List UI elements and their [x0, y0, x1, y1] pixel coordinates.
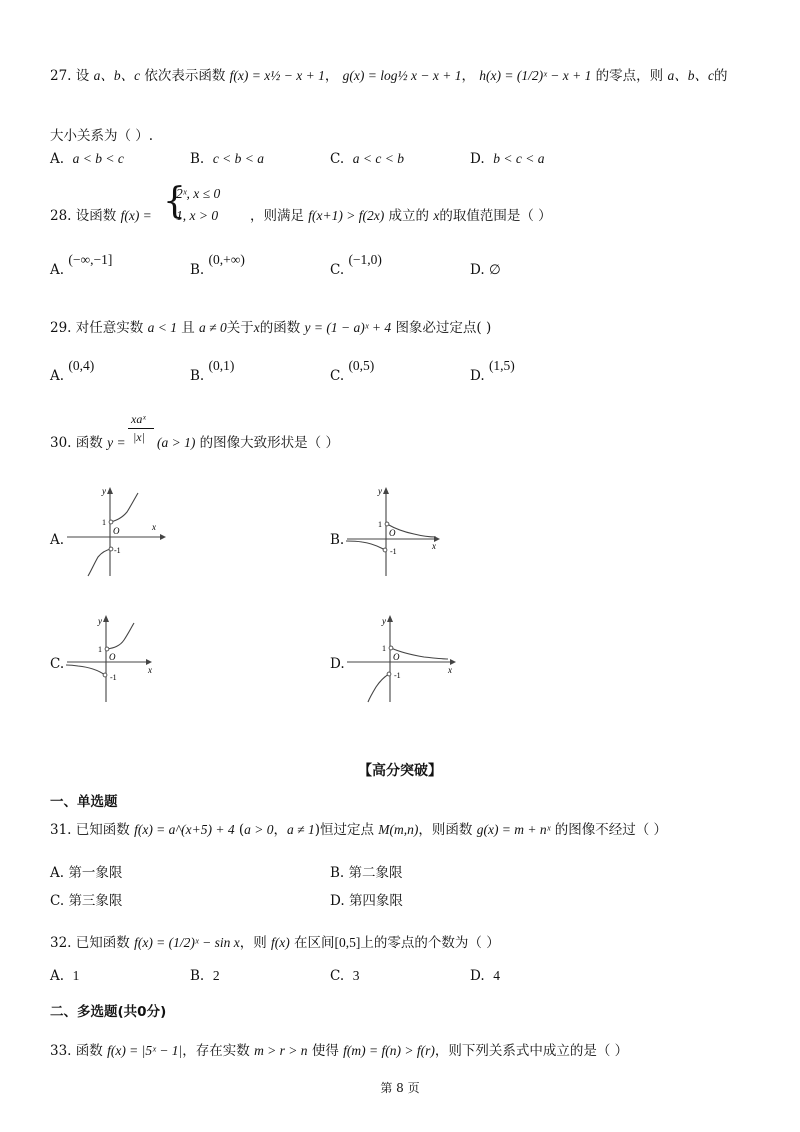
tick-neg1: -1	[390, 547, 397, 556]
origin-label: O	[113, 526, 120, 536]
option-a: A. a < b < c	[50, 151, 124, 167]
option-a: A. (−∞,−1]	[50, 252, 113, 278]
graph-b	[342, 484, 452, 579]
option-a: A. 1	[50, 968, 80, 984]
option-d: D. ∅	[470, 262, 501, 278]
curve-right	[107, 623, 134, 649]
curve-left	[346, 541, 385, 550]
option-b: B. (0,1)	[190, 358, 235, 384]
open-point	[105, 647, 109, 651]
option-b: B. 第二象限	[330, 865, 403, 881]
piece-1: 2ˣ, x ≤ 0	[176, 186, 221, 201]
x-label: x	[152, 522, 156, 532]
tick-1: 1	[102, 518, 106, 527]
option-b: B. (0,+∞)	[190, 252, 245, 278]
q30-line1: 30. 函数 y =	[50, 435, 126, 451]
tick-1: 1	[378, 520, 382, 529]
x-label: x	[448, 665, 452, 675]
section-title: 【高分突破】	[358, 763, 442, 779]
curve-left	[66, 665, 105, 675]
y-label: y	[102, 486, 106, 496]
option-c: C. 3	[330, 968, 360, 984]
x-label: x	[432, 541, 436, 551]
option-d: D. b < c < a	[470, 151, 545, 167]
curve-right	[391, 648, 448, 659]
y-label: y	[382, 616, 386, 626]
section-multi-choice: 二、多选题(共0分)	[50, 1004, 167, 1020]
open-point	[387, 672, 391, 676]
origin-label: O	[393, 652, 400, 662]
graph-c	[62, 612, 172, 707]
y-label: y	[98, 616, 102, 626]
question-number: 28.	[50, 208, 72, 224]
function-h: h(x) = (1/2)ˣ − x + 1	[479, 68, 592, 83]
option-b: B. 2	[190, 968, 220, 984]
fraction-numerator: xaˣ	[131, 412, 146, 426]
option-c: C. (−1,0)	[330, 252, 382, 278]
option-c: C. 第三象限	[50, 893, 123, 909]
function-f: f(x) = x½ − x + 1	[229, 68, 325, 83]
fraction-denominator: |x|	[133, 430, 145, 444]
option-a: A. 第一象限	[50, 865, 123, 881]
origin-label: O	[109, 652, 116, 662]
q27-line1: 27. 设 a、b、c 依次表示函数 f(x) = x½ − x + 1， g(x) = log½ x − x + 1， h(x) = (1/2)ˣ − x + 1 的零点，则 a、b、c的	[50, 68, 728, 84]
x-axis-arrow-icon	[160, 534, 166, 540]
curve-left	[368, 674, 389, 702]
piece-2: 1, x > 0	[176, 208, 219, 223]
option-b: B. c < b < a	[190, 151, 265, 167]
graph-a-label: A.	[50, 532, 65, 548]
curve-left	[88, 549, 111, 576]
question-number: 32.	[50, 935, 72, 951]
q29-line1: 29. 对任意实数 a < 1 且 a ≠ 0关于x的函数 y = (1 − a)ˣ + 4 图象必过定点( )	[50, 320, 492, 336]
graph-b-label: B.	[330, 532, 345, 548]
option-c: C. a < c < b	[330, 151, 404, 167]
graph-d	[342, 612, 462, 707]
brace-icon: {	[163, 181, 186, 222]
y-axis-arrow-icon	[107, 487, 113, 494]
tick-1: 1	[98, 645, 102, 654]
open-point	[389, 646, 393, 650]
graph-a	[62, 484, 172, 579]
question-number: 31.	[50, 822, 72, 838]
q31-line1: 31. 已知函数 f(x) = a^(x+5) + 4 (a > 0，a ≠ 1)恒过定点 M(m,n)，则函数 g(x) = m + nˣ 的图像不经过（ ）	[50, 822, 668, 838]
q33-line1: 33. 函数 f(x) = |5ˣ − 1|，存在实数 m > r > n 使得 f(m) = f(n) > f(r)，则下列关系式中成立的是（ ）	[50, 1043, 629, 1059]
tick-neg1: -1	[110, 673, 117, 682]
option-d: D. 第四象限	[330, 893, 403, 909]
option-d: D. (1,5)	[470, 358, 515, 384]
tick-neg1: -1	[394, 671, 401, 680]
option-d: D. 4	[470, 968, 500, 984]
q30-line1-rest: (a > 1) 的图像大致形状是（ ）	[157, 435, 339, 451]
var-abc: a、b、c	[93, 68, 141, 83]
y-label: y	[378, 486, 382, 496]
tick-neg1: -1	[114, 546, 121, 555]
option-c: C. (0,5)	[330, 358, 375, 384]
y-axis-arrow-icon	[387, 615, 393, 622]
x-label: x	[148, 665, 152, 675]
option-a: A. (0,4)	[50, 358, 95, 384]
graph-d-label: D.	[330, 656, 345, 672]
graph-c-label: C.	[50, 656, 65, 672]
tick-1: 1	[382, 644, 386, 653]
fraction-bar	[128, 428, 154, 429]
curve-right	[111, 493, 138, 522]
y-axis-arrow-icon	[103, 615, 109, 622]
open-point	[109, 547, 113, 551]
q28-line1-rest: ，则满足 f(x+1) > f(2x) 成立的 x的取值范围是（ ）	[250, 208, 552, 224]
page-number: 第 8 页	[380, 1081, 420, 1095]
open-point	[103, 673, 107, 677]
question-number: 27.	[50, 68, 72, 84]
open-point	[109, 520, 113, 524]
origin-label: O	[389, 528, 396, 538]
question-number: 29.	[50, 320, 72, 336]
y-axis-arrow-icon	[383, 487, 389, 494]
question-number: 30.	[50, 435, 72, 451]
function-g: g(x) = log½ x − x + 1	[342, 68, 462, 83]
q27-line2: 大小关系为（ ）.	[50, 128, 154, 144]
question-number: 33.	[50, 1043, 72, 1059]
q32-line1: 32. 已知函数 f(x) = (1/2)ˣ − sin x，则 f(x) 在区间[0,5]上的零点的个数为（ ）	[50, 935, 500, 951]
open-point	[383, 548, 387, 552]
q28-line1: 28. 设函数 f(x) =	[50, 208, 152, 224]
section-single-choice: 一、单选题	[50, 794, 118, 810]
open-point	[385, 522, 389, 526]
